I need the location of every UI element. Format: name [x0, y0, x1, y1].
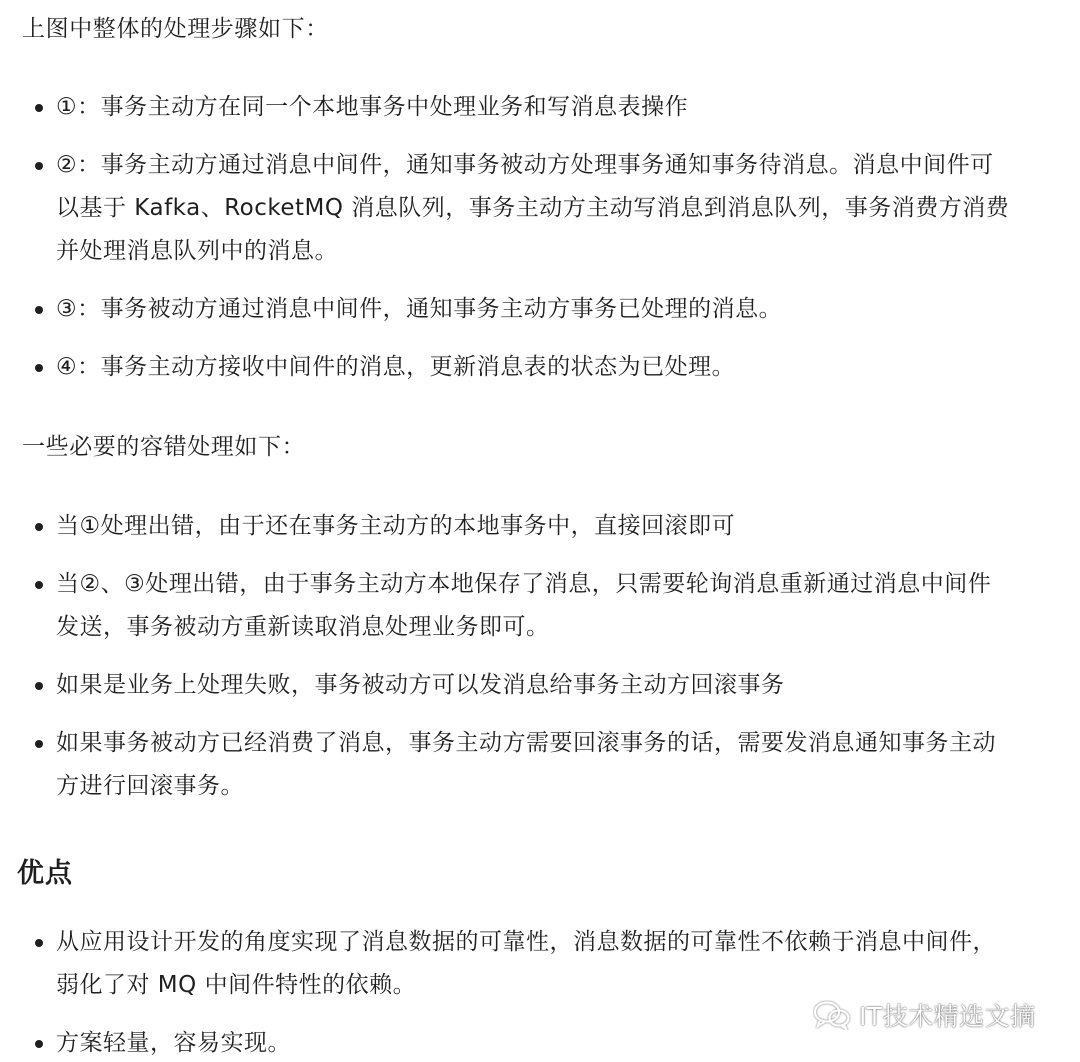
list-item	[0, 86, 1066, 129]
watermark	[813, 997, 1036, 1033]
section-heading-advantages: 优点	[17, 858, 73, 889]
bullet-icon	[35, 364, 43, 372]
bullet-icon	[35, 581, 43, 589]
item-line: 如果是业务上处理失败，事务被动方可以发消息给事务主动方回滚事务	[56, 672, 785, 698]
bullet-icon	[35, 162, 43, 170]
steps-list	[0, 86, 1066, 389]
list-item	[0, 563, 1066, 649]
bullet-icon	[35, 740, 43, 748]
steps-intro: 上图中整体的处理步骤如下：	[22, 16, 329, 42]
item-line: 发送，事务被动方重新读取消息处理业务即可。	[56, 614, 550, 640]
list-item	[0, 144, 1066, 273]
bullet-icon	[35, 939, 43, 947]
item-line: 如果事务被动方已经消费了消息，事务主动方需要回滚事务的话，需要发消息通知事务主动	[56, 730, 996, 756]
bullet-icon	[35, 523, 43, 531]
fault-list	[0, 505, 1066, 808]
watermark-text: IT技术精选文摘	[859, 1002, 1036, 1031]
item-line: ③：事务被动方通过消息中间件，通知事务主动方事务已处理的消息。	[56, 296, 783, 322]
list-item	[0, 664, 1066, 707]
list-item	[0, 346, 1066, 389]
item-line: 并处理消息队列中的消息。	[56, 238, 338, 264]
item-line: ④：事务主动方接收中间件的消息，更新消息表的状态为已处理。	[56, 354, 736, 380]
list-item	[0, 921, 1066, 1007]
bullet-icon	[35, 306, 43, 314]
wechat-icon	[813, 1000, 851, 1030]
item-line: 当②、③处理出错，由于事务主动方本地保存了消息，只需要轮询消息重新通过消息中间件	[56, 571, 992, 597]
item-line: ②：事务主动方通过消息中间件，通知事务被动方处理事务通知事务待消息。消息中间件可	[56, 152, 994, 178]
bullet-icon	[35, 1040, 43, 1048]
list-item	[0, 505, 1066, 548]
item-line: ①：事务主动方在同一个本地事务中处理业务和写消息表操作	[56, 94, 689, 120]
list-item	[0, 722, 1066, 808]
item-line: 方案轻量，容易实现。	[56, 1030, 291, 1056]
item-line: 弱化了对 MQ 中间件特性的依赖。	[56, 972, 417, 998]
bullet-icon	[35, 682, 43, 690]
list-item	[0, 288, 1066, 331]
advantages-list	[0, 921, 1066, 1062]
item-line: 从应用设计开发的角度实现了消息数据的可靠性，消息数据的可靠性不依赖于消息中间件，	[56, 929, 996, 955]
item-line: 方进行回滚事务。	[56, 773, 244, 799]
item-line: 当①处理出错，由于还在事务主动方的本地事务中，直接回滚即可	[56, 513, 736, 539]
fault-intro: 一些必要的容错处理如下：	[22, 434, 306, 460]
item-line: 以基于 Kafka、RocketMQ 消息队列，事务主动方主动写消息到消息队列，事务消费方消费	[56, 195, 1010, 221]
bullet-icon	[35, 104, 43, 112]
